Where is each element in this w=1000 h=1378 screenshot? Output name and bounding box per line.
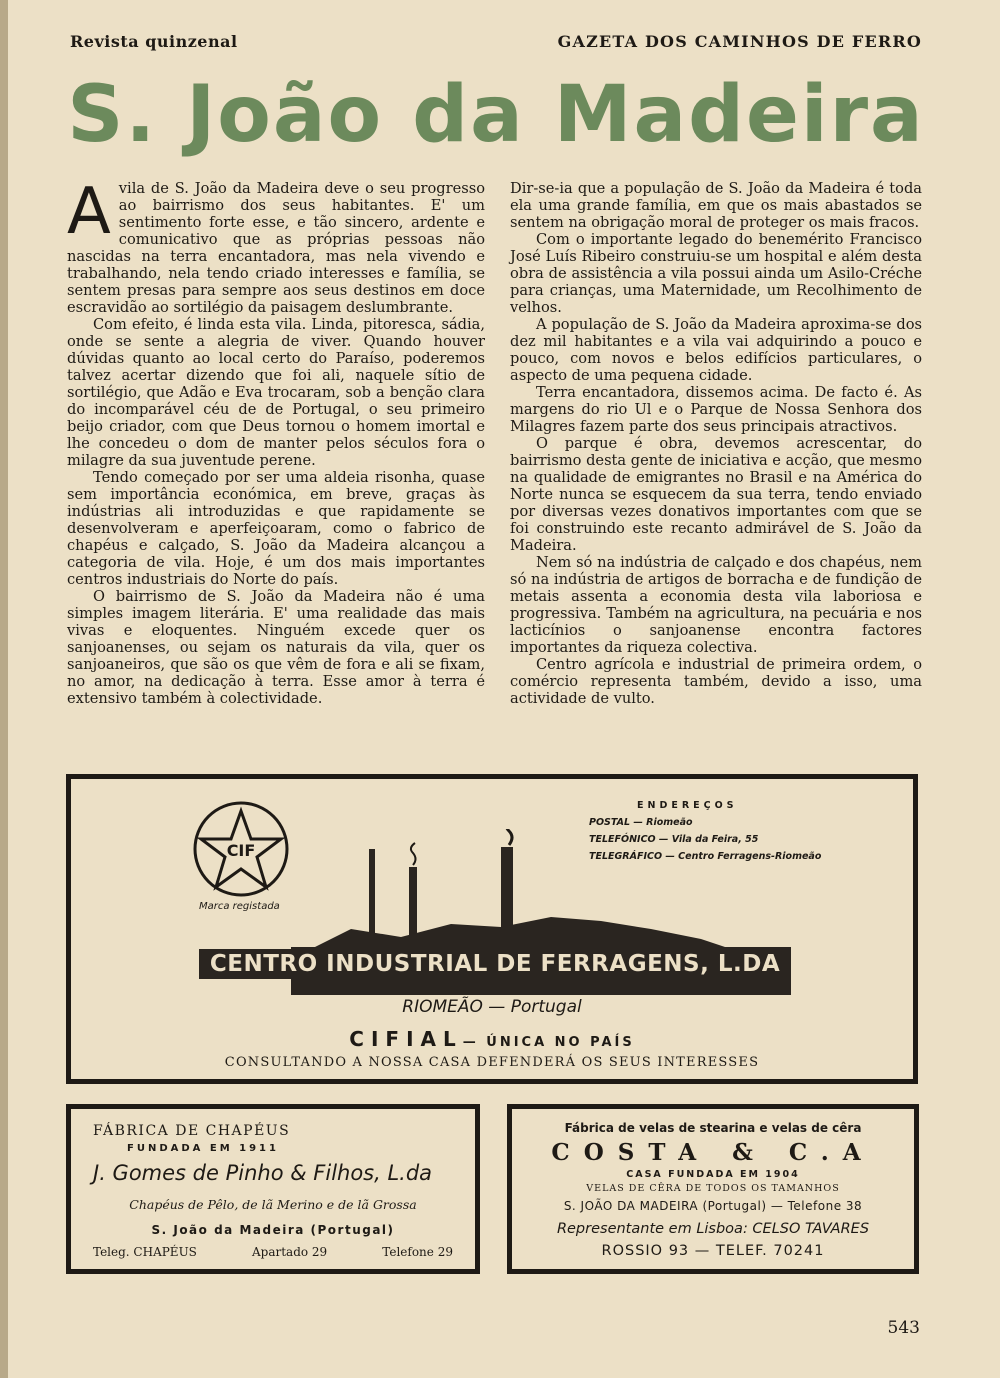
paragraph: A população de S. João da Madeira aproxima-se dos dez mil habitantes e a vila vai adquirindo a pouco e pouco, com novos e belos edifícios particulares, o aspecto de uma pequena cidade. [510, 316, 922, 384]
article-column-right [510, 180, 922, 707]
ad-heading: Fábrica de velas de stearina e velas de cêra [564, 1121, 862, 1135]
ad-place: S. JOÃO DA MADEIRA (Portugal) — Telefone 38 [563, 1199, 863, 1213]
page-edge [0, 0, 8, 1378]
address-postal: POSTAL — Riomeão [589, 817, 693, 828]
ad-founded: FUNDADA EM 1911 [127, 1143, 279, 1154]
advertisement-cifial [66, 774, 918, 1084]
address-telegraph: TELEGRÁFICO — Centro Ferragens-Riomeão [589, 851, 822, 862]
paragraph: Tendo começado por ser uma aldeia risonha, quase sem importância económica, em breve, graças às indústrias ali introduzidas e que rapidamente se desenvolveram e aperfeiçoaram, como o fabrico de chapéus e calçado, S. João da Madeira alcançou a categoria de vila. Hoje, é um dos mais importantes centros industriais do Norte do país. [67, 469, 485, 588]
brand-name: CIFIAL [349, 1027, 463, 1051]
ad-apartado: Apartado 29 [251, 1245, 328, 1259]
advertisement-costa [507, 1104, 919, 1274]
paragraph: O parque é obra, devemos acrescentar, do bairrismo desta gente de iniciativa e acção, que mesmo na qualidade de emigrantes no Brasil e na América do Norte nunca se esquecem da sua terra, tendo enviado por diversas vezes donativos importantes com que se foi construindo este recanto admirável de S. João da Madeira. [510, 435, 922, 554]
brand-line [71, 1027, 913, 1051]
addresses-heading: ENDEREÇOS [637, 800, 738, 811]
paragraph: Dir-se-ia que a população de S. João da Madeira é toda ela uma grande família, em que os mais abastados se sentem na obrigação moral de proteger os mais fracos. [510, 180, 922, 231]
ad-representative: Representante em Lisboa: CELSO TAVARES [556, 1221, 870, 1237]
article-title: S. João da Madeira [67, 70, 925, 160]
advertisement-gomes-de-pinho [66, 1104, 480, 1274]
logo-caption: Marca registada [199, 901, 280, 912]
ad-telephone: Telefone 29 [382, 1245, 453, 1259]
header-right: GAZETA DOS CAMINHOS DE FERRO [557, 32, 922, 51]
company-location: RIOMEÃO — Portugal [402, 997, 582, 1017]
paragraph: Com efeito, é linda esta vila. Linda, pitoresca, sádia, onde se sente a alegria de viver. Quando houver dúvidas quanto ao local certo do Paraíso, poderemos talvez acertar dizendo que foi ali, naquele sítio de sortilégio, que Adão e Eva trocaram, sob a benção clara do incomparável céu de de Portugal, o seu primeiro beijo criador, com que Deus tornou o homem imortal e lhe concedeu o dom de manter pelos séculos fora o milagre da sua juventude perene. [67, 316, 485, 469]
svg-text:CIF: CIF [226, 841, 256, 860]
ad-company-name: COSTA & C.A [551, 1139, 875, 1166]
ad-founded: CASA FUNDADA EM 1904 [626, 1169, 800, 1180]
ad-representative-address: ROSSIO 93 — TELEF. 70241 [601, 1243, 825, 1259]
ad-telegraph: Teleg. CHAPÉUS [93, 1245, 197, 1259]
paragraph: Terra encantadora, dissemos acima. De facto é. As margens do rio Ul e o Parque de Nossa Senhora dos Milagres fazem parte dos seus principais atractivos. [510, 384, 922, 435]
paragraph: O bairrismo de S. João da Madeira não é uma simples imagem literária. E' uma realidade das mais vivas e eloquentes. Ninguém excede quer os sanjoanenses, ou sejam os naturais da vila, quer os sanjoaneiros, que são os que vêm de fora e ali se fixam, no amor, na dedicação à terra. Esse amor à terra é extensivo também à colectividade. [67, 588, 485, 707]
brand-tagline: — ÚNICA NO PAÍS [462, 1035, 635, 1050]
ad-slogan: CONSULTANDO A NOSSA CASA DEFENDERÁ OS SEUS INTERESSES [224, 1055, 760, 1070]
drop-cap: A [67, 175, 111, 249]
ad-products: VELAS DE CÊRA DE TODOS OS TAMANHOS [586, 1183, 840, 1194]
ad-heading: FÁBRICA DE CHAPÉUS [93, 1123, 291, 1139]
paragraph: Nem só na indústria de calçado e dos chapéus, nem só na indústria de artigos de borracha e de fundição de metais assenta a economia desta vila laboriosa e progressiva. Também na agricultura, na pecuária e nos lacticínios o sanjoanense encontra factores importantes da riqueza colectiva. [510, 554, 922, 656]
paragraph: Centro agrícola e industrial de primeira ordem, o comércio representa também, devido a isso, uma actividade de vulto. [510, 656, 922, 707]
factory-illustration [251, 829, 811, 1014]
address-phone: TELEFÓNICO — Vila da Feira, 55 [589, 834, 759, 845]
article-column-left [67, 175, 485, 707]
ad-place: S. João da Madeira (Portugal) [151, 1223, 395, 1237]
paragraph: Avila de S. João da Madeira deve o seu progresso ao bairrismo dos seus habitantes. E' um sentimento forte esse, e tão sincero, ardente e comunicativo que as próprias pessoas não nascidas na terra encantadora, mas nela vivendo e trabalhando, nela tendo criado interesses e família, se sentem presas para sempre aos seus destinos em doce escravidão ao sortilégio da paisagem deslumbrante. [67, 175, 485, 316]
company-name-banner: CENTRO INDUSTRIAL DE FERRAGENS, L.DA [199, 949, 791, 979]
header-left: Revista quinzenal [70, 32, 238, 51]
ad-contacts [93, 1245, 453, 1259]
ad-products: Chapéus de Pêlo, de lã Merino e de lã Grossa [129, 1197, 417, 1212]
page-number: 543 [887, 1318, 920, 1338]
ad-company-name: J. Gomes de Pinho & Filhos, L.da [93, 1161, 433, 1185]
paragraph: Com o importante legado do benemérito Francisco José Luís Ribeiro construiu-se um hospital e além desta obra de assistência a vila possui ainda um Asilo-Créche para crianças, uma Maternidade, um Recolhimento de velhos. [510, 231, 922, 316]
